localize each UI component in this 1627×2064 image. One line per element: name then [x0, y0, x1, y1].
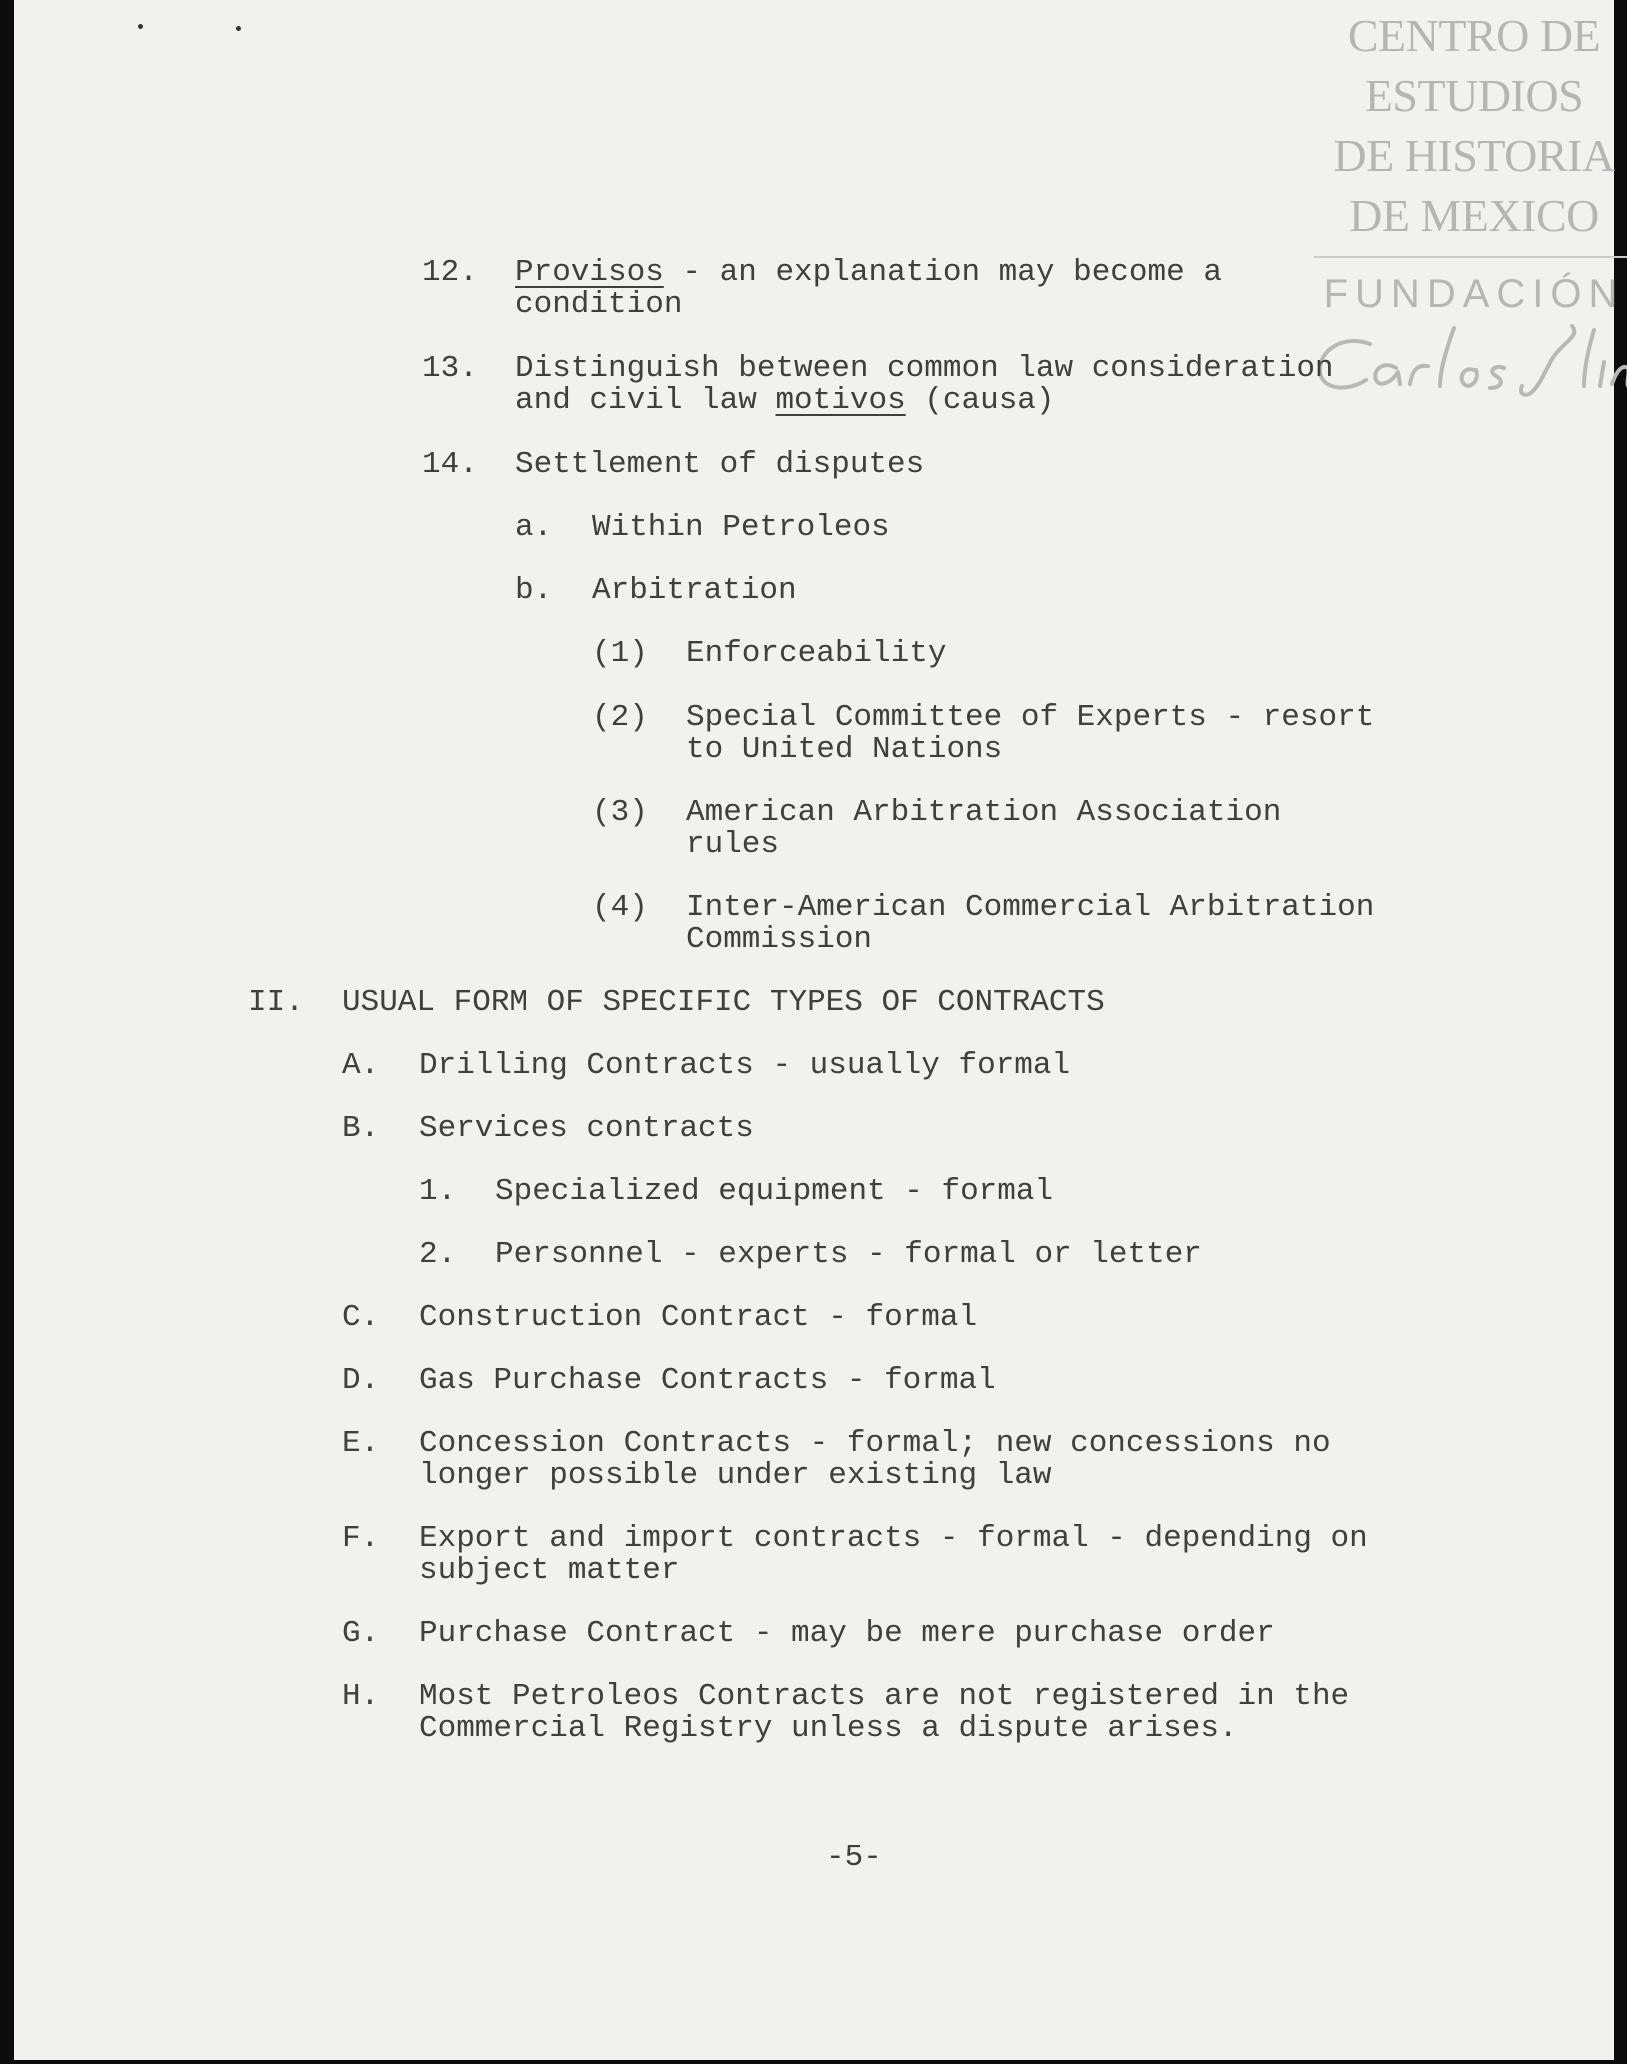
services-sub-text: Specialized equipment - formal	[495, 1174, 1054, 1209]
page-mark-dot	[138, 24, 143, 29]
arbitration-sub-label: (4)	[592, 890, 648, 925]
watermark-line: ESTUDIOS	[1364, 70, 1584, 121]
document-page	[14, 0, 1625, 2060]
arbitration-sub-text-cont: rules	[686, 827, 780, 862]
services-sub-text: Personnel - experts - formal or letter	[495, 1237, 1202, 1272]
contract-type-text-cont: subject matter	[419, 1553, 680, 1588]
item-13-line-2-end: (causa)	[905, 383, 1055, 418]
item-14-text: Settlement of disputes	[515, 447, 925, 482]
item-14b-text: Arbitration	[592, 573, 797, 608]
contract-type-text: Construction Contract - formal	[419, 1300, 978, 1335]
watermark-line: DE HISTORIA	[1333, 130, 1615, 181]
item-13-line-1: Distinguish between common law consideration	[515, 351, 1334, 386]
arbitration-sub-text-cont: Commission	[686, 922, 873, 957]
arbitration-sub-text: Inter-American Commercial Arbitration	[686, 890, 1375, 925]
contract-type-text: Drilling Contracts - usually formal	[419, 1048, 1071, 1083]
watermark-divider	[1314, 256, 1627, 258]
item-12-line-2: condition	[515, 287, 683, 322]
item-14-number: 14.	[422, 447, 478, 482]
arbitration-sub-text: Special Committee of Experts - resort	[686, 700, 1375, 735]
archive-watermark	[1304, 6, 1627, 316]
item-14a-label: a.	[515, 510, 553, 545]
contract-type-text: Most Petroleos Contracts are not registered in the	[419, 1679, 1350, 1714]
contract-type-text: Gas Purchase Contracts - formal	[419, 1363, 996, 1398]
page-number: -5-	[826, 1840, 882, 1875]
arbitration-sub-label: (2)	[592, 700, 648, 735]
item-13-line-2-start: and civil law	[515, 383, 776, 418]
contract-type-label: C.	[342, 1300, 380, 1335]
section-2-number: II.	[248, 985, 304, 1020]
arbitration-sub-label: (1)	[592, 636, 648, 671]
item-13-line-2	[515, 385, 1055, 417]
item-14b-label: b.	[515, 573, 553, 608]
section-2-title: USUAL FORM OF SPECIFIC TYPES OF CONTRACTS	[342, 985, 1105, 1020]
motivos-term: motivos	[775, 383, 906, 418]
item-12-line-1	[515, 257, 1222, 289]
item-12-number: 12.	[422, 255, 478, 290]
services-sub-label: 1.	[419, 1174, 457, 1209]
arbitration-sub-text: American Arbitration Association	[686, 795, 1282, 830]
contract-type-text: Concession Contracts - formal; new concessions no	[419, 1426, 1331, 1461]
contract-type-label: E.	[342, 1426, 380, 1461]
contract-type-label: B.	[342, 1111, 380, 1146]
signature-logo-icon	[1304, 316, 1627, 406]
arbitration-sub-text-cont: to United Nations	[686, 732, 1003, 767]
item-13-number: 13.	[422, 351, 478, 386]
item-12-line-1-rest: - an explanation may become a	[663, 255, 1222, 290]
services-sub-label: 2.	[419, 1237, 457, 1272]
provisos-term: Provisos	[515, 255, 664, 290]
watermark-line: DE MEXICO	[1349, 190, 1599, 241]
contract-type-text-cont: longer possible under existing law	[419, 1458, 1052, 1493]
arbitration-sub-text: Enforceability	[686, 636, 947, 671]
contract-type-text: Purchase Contract - may be mere purchase order	[419, 1616, 1275, 1651]
contract-type-label: F.	[342, 1521, 380, 1556]
watermark-foundation: FUNDACIÓN	[1323, 272, 1625, 316]
watermark-line: CENTRO DE	[1347, 10, 1601, 61]
item-14a-text: Within Petroleos	[592, 510, 890, 545]
contract-type-label: G.	[342, 1616, 380, 1651]
contract-type-label: D.	[342, 1363, 380, 1398]
contract-type-text: Export and import contracts - formal - depending on	[419, 1521, 1368, 1556]
contract-type-text-cont: Commercial Registry unless a dispute arises.	[419, 1711, 1238, 1746]
page-mark-dot	[236, 26, 241, 31]
arbitration-sub-label: (3)	[592, 795, 648, 830]
contract-type-text: Services contracts	[419, 1111, 754, 1146]
contract-type-label: H.	[342, 1679, 380, 1714]
contract-type-label: A.	[342, 1048, 380, 1083]
